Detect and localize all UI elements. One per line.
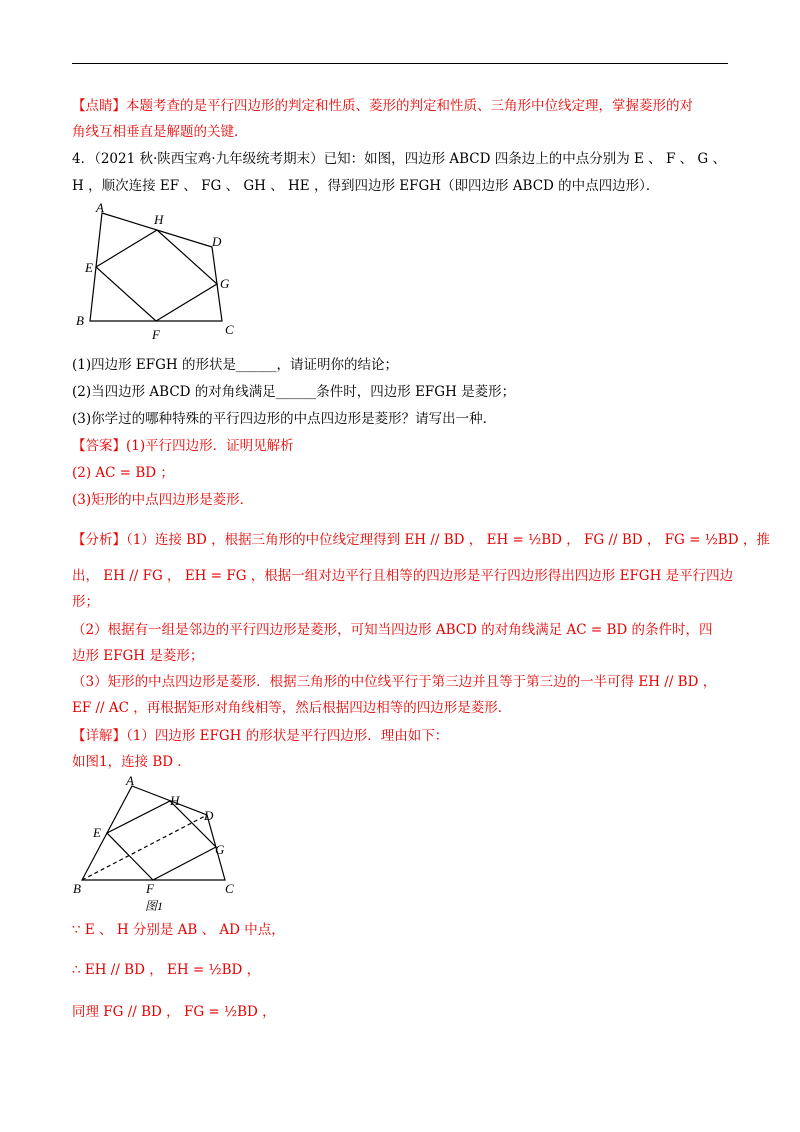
question-1: (1)四边形 EFGH 的形状是______，请证明你的结论； — [72, 357, 398, 373]
label-d: D — [212, 234, 222, 249]
answer-line-2: (2) AC = BD ； — [72, 465, 174, 481]
label-c: C — [225, 881, 234, 896]
analysis-line-7: EF // AC ，再根据矩形对角线相等，然后根据四边相等的四边形是菱形． — [72, 700, 512, 716]
quadrilateral-abcd — [90, 213, 222, 321]
figure-caption: 图1 — [145, 899, 164, 913]
analysis-line-4: （2）根据有一组是邻边的平行四边形是菱形，可知当四边形 ABCD 的对角线满足 AC = BD 的条件时，四 — [72, 622, 713, 638]
quadrilateral-figure — [76, 200, 246, 345]
quadrilateral-efgh — [107, 801, 216, 880]
label-a: A — [96, 200, 104, 215]
question-3: (3)你学过的哪种特殊的平行四边形的中点四边形是菱形？请写出一种． — [72, 411, 497, 427]
label-h: H — [170, 793, 180, 808]
problem-line-2: H ，顺次连接 EF 、 FG 、 GH 、 HE ，得到四边形 EFGH（即四边形 ABCD 的中点四边形）． — [72, 178, 660, 194]
label-f: F — [152, 327, 160, 342]
label-a: A — [126, 776, 134, 788]
figure-1-with-diagonal — [70, 776, 245, 914]
proof-line-2: ∴ EH // BD ， EH = ½BD ， — [72, 962, 261, 978]
label-e: E — [93, 825, 101, 840]
label-b: B — [73, 881, 81, 896]
quadrilateral-abcd — [82, 786, 225, 880]
dianjing-line-2: 角线互相垂直是解题的关键． — [72, 124, 248, 140]
analysis-line-3: 形； — [72, 594, 99, 610]
answer-line-3: (3)矩形的中点四边形是菱形． — [72, 492, 254, 508]
question-2: (2)当四边形 ABCD 的对角线满足______条件时，四边形 EFGH 是菱形； — [72, 384, 516, 400]
analysis-line-2: 出， EH // FG ， EH = FG ，根据一组对边平行且相等的四边形是平行四边形得出四边形 EFGH 是平行四边 — [72, 568, 734, 584]
label-g: G — [215, 842, 225, 857]
label-h: H — [154, 212, 164, 227]
answer-line-1: 【答案】(1)平行四边形．证明见解析 — [72, 438, 294, 454]
label-g: G — [220, 276, 230, 291]
dianjing-tag: 【点睛】 — [72, 98, 126, 114]
detail-line-1: 【详解】（1）四边形 EFGH 的形状是平行四边形．理由如下： — [72, 728, 449, 744]
label-f: F — [146, 881, 154, 896]
proof-line-1: ∵ E 、 H 分别是 AB 、 AD 中点， — [72, 922, 285, 938]
header-rule — [72, 63, 728, 64]
problem-line-1: 4．（2021 秋·陕西宝鸡·九年级统考期末）已知：如图，四边形 ABCD 四条边上的中点分别为 E 、 F 、 G 、 — [72, 151, 726, 167]
analysis-line-5: 边形 EFGH 是菱形； — [72, 648, 204, 664]
analysis-line-1: 【分析】（1）连接 BD ，根据三角形的中位线定理得到 EH // BD ， EH = ½BD ， FG // BD ， FG = ½BD ，推 — [72, 532, 770, 548]
dianjing-line-1: 【点睛】本题考查的是平行四边形的判定和性质、菱形的判定和性质、三角形中位线定理，掌握菱形的对 — [72, 98, 693, 114]
detail-line-2: 如图1，连接 BD ． — [72, 754, 191, 770]
label-c: C — [225, 322, 234, 337]
analysis-line-6: （3）矩形的中点四边形是菱形．根据三角形的中位线平行于第三边并且等于第三边的一半可得 EH // BD ， — [72, 674, 717, 690]
label-e: E — [85, 260, 93, 275]
label-b: B — [76, 313, 84, 328]
quadrilateral-efgh — [96, 230, 217, 321]
proof-line-3: 同理 FG // BD ， FG = ½BD ， — [72, 1004, 276, 1020]
label-d: D — [204, 808, 214, 823]
